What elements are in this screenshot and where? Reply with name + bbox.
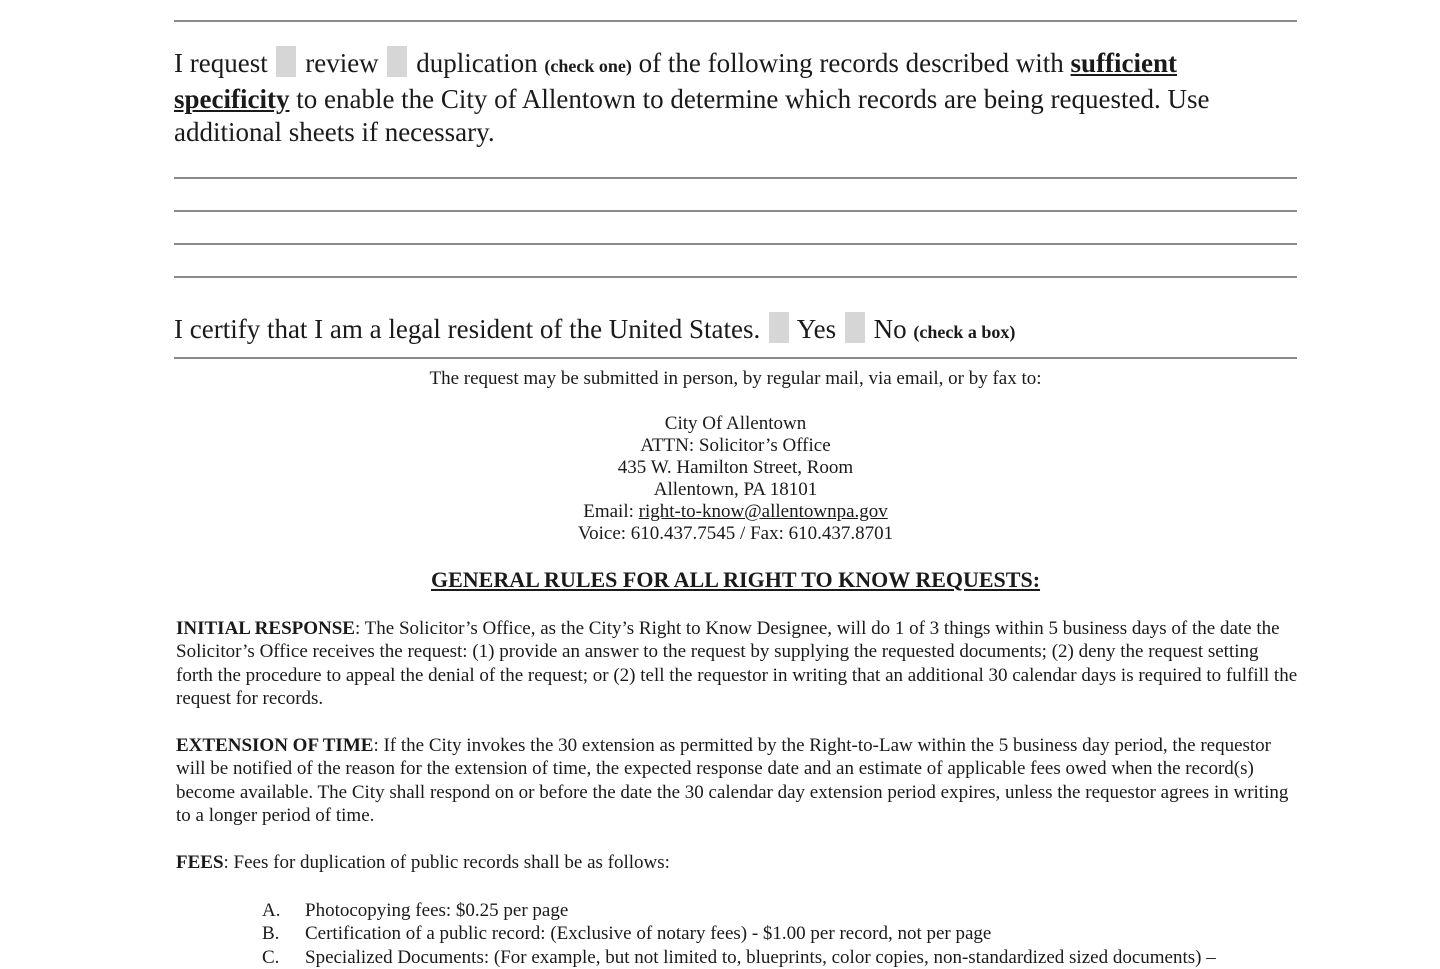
fee-text: Specialized Documents: (For example, but not limited to, blueprints, color copies, non-standardized sized documents) –	[305, 946, 1216, 968]
address-line: 435 W. Hamilton Street, Room	[617, 457, 854, 478]
extension-label: EXTENSION OF TIME	[176, 735, 374, 756]
emphasis-word-sufficient: sufficient	[1070, 48, 1178, 78]
fees-paragraph	[176, 851, 1300, 874]
address-line: City Of Allentown	[664, 413, 807, 434]
records-line-2[interactable]	[174, 210, 1297, 212]
address-block	[174, 413, 1297, 545]
fee-text: Certification of a public record: (Exclusive of notary fees) - $1.00 per record, not per page	[305, 923, 992, 945]
records-line-3[interactable]	[174, 243, 1297, 245]
residency-certification	[174, 312, 1297, 349]
records-line-4[interactable]	[174, 276, 1297, 278]
fee-item	[262, 946, 1302, 969]
email-link[interactable]: right-to-know@allentownpa.gov	[638, 501, 888, 522]
initial-response-label: INITIAL RESPONSE	[176, 618, 355, 639]
fee-letter: A.	[262, 900, 281, 921]
yes-checkbox[interactable]	[769, 312, 789, 343]
review-label: review	[305, 48, 379, 78]
fee-letter: B.	[262, 923, 280, 945]
fees-list	[262, 899, 1302, 969]
request-text-after: to enable the City of Allentown to determine which records are being requested. Use additional sheets if necessary.	[174, 84, 1210, 147]
check-one-hint: (check one)	[544, 56, 632, 76]
top-divider	[174, 20, 1297, 22]
initial-response-text: : The Solicitor’s Office, as the City’s Right to Know Designee, will do 1 of 3 things within 5 business days of the date the Solicitor’s Office receives the request: (1) provide an answer to the request by supplying the requested documents; (2) deny the request setting forth the procedure to appeal the denial of the request; or (2) tell the requestor in writing that an additional 30 calendar days is required to fulfill the request for records.	[176, 618, 1298, 710]
certify-divider	[174, 357, 1297, 359]
no-checkbox[interactable]	[845, 312, 865, 343]
yes-label: Yes	[796, 314, 837, 344]
submission-intro: The request may be submitted in person, by regular mail, via email, or by fax to:	[429, 368, 1042, 389]
request-lead: I request	[174, 48, 268, 78]
fee-letter: C.	[262, 946, 280, 968]
fees-label: FEES	[176, 852, 224, 873]
duplication-checkbox[interactable]	[387, 46, 407, 77]
fee-text: Photocopying fees: $0.25 per page	[305, 900, 569, 921]
rules-heading: GENERAL RULES FOR ALL RIGHT TO KNOW REQUESTS:	[430, 567, 1041, 592]
fees-text: : Fees for duplication of public records shall be as follows:	[223, 852, 670, 873]
duplication-label: duplication	[416, 48, 538, 78]
request-text-before: of the following records described with	[638, 48, 1064, 78]
records-line-1[interactable]	[174, 177, 1297, 179]
voice-fax-line: Voice: 610.437.7545 / Fax: 610.437.8701	[577, 523, 894, 544]
request-paragraph	[174, 46, 1297, 149]
extension-paragraph	[176, 734, 1300, 828]
fee-item	[262, 899, 1302, 922]
email-label: Email:	[583, 501, 634, 522]
check-a-box-hint: (check a box)	[913, 322, 1016, 342]
initial-response-paragraph	[176, 617, 1300, 711]
emphasis-word-specificity: specificity	[174, 84, 290, 114]
address-line: Allentown, PA 18101	[653, 479, 818, 500]
review-checkbox[interactable]	[276, 46, 296, 77]
fee-item	[262, 922, 1302, 945]
address-line: ATTN: Solicitor’s Office	[640, 435, 831, 456]
no-label: No	[873, 314, 907, 344]
certify-text: I certify that I am a legal resident of the United States.	[174, 314, 761, 344]
email-line	[174, 501, 1297, 523]
extension-text: : If the City invokes the 30 extension as permitted by the Right-to-Law within the 5 business day period, the requestor will be notified of the reason for the extension of time, the expected response date and an estimate of applicable fees owed when the record(s) become available. The City shall respond on or before the date the 30 calendar day extension period expires, unless the requestor agrees in writing to a longer period of time.	[176, 735, 1289, 827]
